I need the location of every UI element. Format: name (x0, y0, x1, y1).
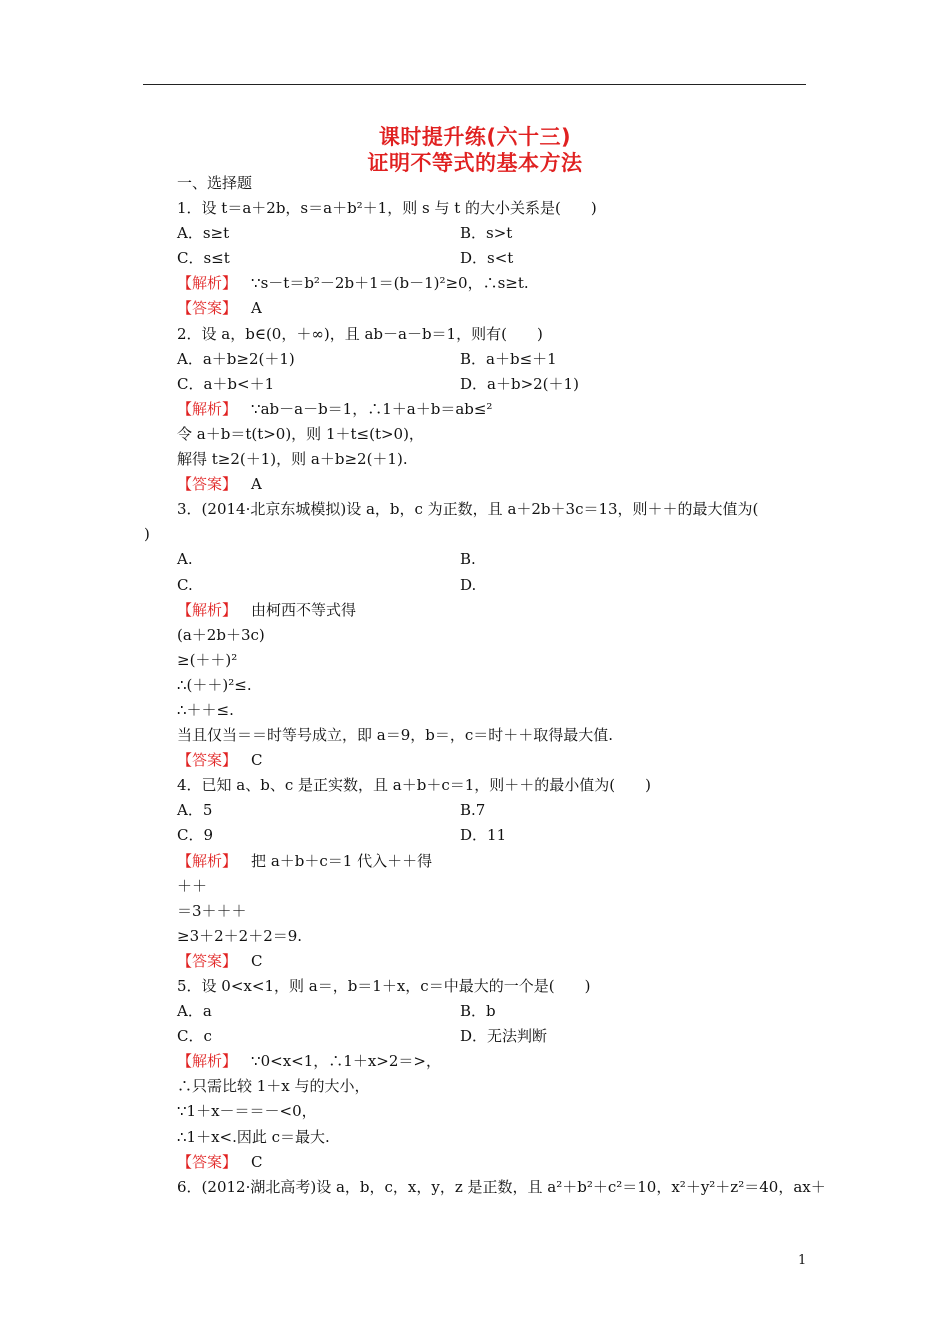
text-line (177, 246, 817, 271)
text-line (177, 723, 817, 748)
text-line (177, 447, 817, 472)
line-text: 5．设 0<x<1，则 a＝，b＝1＋x，c＝中最大的一个是( ) (177, 977, 591, 995)
line-text: ≥3＋2＋2＋2＝9. (177, 926, 303, 945)
option-left: A．a＋b≥2(＋1) (177, 349, 295, 368)
text-line (177, 974, 817, 999)
option-left: C．c (177, 1027, 212, 1046)
option-left: A．5 (177, 801, 213, 820)
text-line (177, 171, 817, 196)
analysis-tag: 【解析】 (177, 600, 238, 619)
analysis-tag: 【解析】 (177, 1052, 238, 1071)
text-line (144, 522, 817, 547)
option-right: B. (460, 550, 476, 569)
line-text: 当且仅当＝＝时等号成立，即 a＝9，b＝，c＝时＋＋取得最大值. (177, 726, 614, 745)
text-line (177, 949, 817, 974)
option-right: D．s<t (460, 249, 514, 268)
option-right: D．无法判断 (460, 1027, 548, 1046)
answer-tag: 【答案】 (177, 751, 238, 770)
text-line (177, 698, 817, 723)
line-text: C (251, 951, 263, 970)
text-line (177, 924, 817, 949)
line-text: ≥(＋＋)² (177, 650, 238, 669)
header-rule (143, 84, 806, 85)
line-text: A (251, 299, 262, 318)
line-text: ∴1＋x<.因此 c＝最大. (177, 1127, 330, 1146)
answer-tag: 【答案】 (177, 299, 238, 318)
text-line (177, 1125, 817, 1150)
line-text: 3．(2014·北京东城模拟)设 a，b，c 为正数，且 a＋2b＋3c＝13，则＋＋的最大值为( (177, 500, 759, 519)
text-line (177, 1049, 817, 1074)
option-right: D．11 (460, 826, 507, 845)
text-line (177, 999, 817, 1024)
line-text: 解得 t≥2(＋1)，则 a＋b≥2(＋1). (177, 450, 408, 469)
line-text: A (251, 475, 262, 494)
option-left: A．a (177, 1002, 212, 1021)
line-text: 1．设 t＝a＋2b，s＝a＋b²＋1，则 s 与 t 的大小关系是( ) (177, 199, 597, 218)
analysis-tag: 【解析】 (177, 399, 238, 418)
line-text: 由柯西不等式得 (251, 600, 357, 619)
option-left: C. (177, 575, 193, 594)
text-line (177, 1150, 817, 1175)
answer-tag: 【答案】 (177, 475, 238, 494)
text-line (177, 497, 817, 522)
text-line (177, 899, 817, 924)
option-right: B．b (460, 1002, 496, 1021)
text-line (177, 296, 817, 321)
text-line (177, 798, 817, 823)
line-text: C (251, 1152, 263, 1171)
text-line (177, 748, 817, 773)
line-text: C (251, 751, 263, 770)
option-right: B．a＋b≤＋1 (460, 349, 557, 368)
text-line (177, 322, 817, 347)
option-left: C．a＋b<＋1 (177, 374, 275, 393)
text-line (177, 196, 817, 221)
text-line (177, 673, 817, 698)
line-text: ∴(＋＋)²≤. (177, 675, 252, 694)
text-line (177, 874, 817, 899)
text-line (177, 397, 817, 422)
text-line (177, 849, 817, 874)
page-number: 1 (798, 1253, 807, 1268)
text-line (177, 648, 817, 673)
analysis-tag: 【解析】 (177, 274, 238, 293)
text-line (177, 1175, 826, 1200)
line-text: ∵0<x<1，∴1＋x>2＝>， (251, 1052, 441, 1071)
text-line (177, 271, 817, 296)
line-text: ∵1＋x－＝＝－<0， (177, 1102, 317, 1121)
line-text: 4．已知 a、b、c 是正实数，且 a＋b＋c＝1，则＋＋的最小值为( ) (177, 776, 651, 795)
option-left: A．s≥t (177, 224, 230, 243)
text-line (177, 422, 817, 447)
page-subtitle: 证明不等式的基本方法 (367, 151, 583, 175)
page-title: 课时提升练(六十三) (378, 125, 572, 149)
text-line (177, 1024, 817, 1049)
option-left: C．9 (177, 826, 214, 845)
answer-tag: 【答案】 (177, 951, 238, 970)
document-body (144, 171, 826, 1200)
option-right: D．a＋b>2(＋1) (460, 374, 579, 393)
line-text: 令 a＋b＝t(t>0)，则 1＋t≤(t>0)， (177, 424, 424, 443)
answer-tag: 【答案】 (177, 1152, 238, 1171)
text-line (177, 773, 817, 798)
line-text: ∴只需比较 1＋x 与的大小， (177, 1077, 370, 1096)
analysis-tag: 【解析】 (177, 851, 238, 870)
text-line (177, 547, 817, 572)
line-text: ∵ab－a－b＝1，∴1＋a＋b＝ab≤² (251, 399, 493, 418)
text-line (177, 372, 817, 397)
text-line (177, 598, 817, 623)
line-text: 6．(2012·湖北高考)设 a，b，c，x，y，z 是正数，且 a²＋b²＋c²＝10，x²＋y²＋z²＝40，ax＋ (177, 1177, 826, 1196)
line-text: 把 a＋b＋c＝1 代入＋＋得 (251, 851, 433, 870)
text-line (177, 1099, 817, 1124)
line-text: ＝3＋＋＋ (177, 901, 247, 920)
text-line (177, 1074, 817, 1099)
line-text: ∵s－t＝b²－2b＋1＝(b－1)²≥0，∴s≥t. (251, 274, 529, 293)
line-text: 2．设 a，b∈(0，＋∞)，且 ab－a－b＝1，则有( ) (177, 324, 543, 343)
text-line (177, 347, 817, 372)
line-text: 一、选择题 (177, 174, 253, 192)
text-line (177, 823, 817, 848)
line-text: (a＋2b＋3c) (177, 625, 265, 644)
option-right: B．s>t (460, 224, 513, 243)
text-line (177, 623, 817, 648)
text-line (177, 221, 817, 246)
option-left: A. (177, 550, 193, 569)
text-line (177, 573, 817, 598)
line-text: ) (144, 525, 150, 544)
text-line (177, 472, 817, 497)
option-left: C．s≤t (177, 249, 230, 268)
line-text: ＋＋ (177, 876, 208, 895)
option-right: D. (460, 575, 477, 594)
line-text: ∴＋＋≤. (177, 700, 234, 719)
option-right: B.7 (460, 801, 486, 820)
